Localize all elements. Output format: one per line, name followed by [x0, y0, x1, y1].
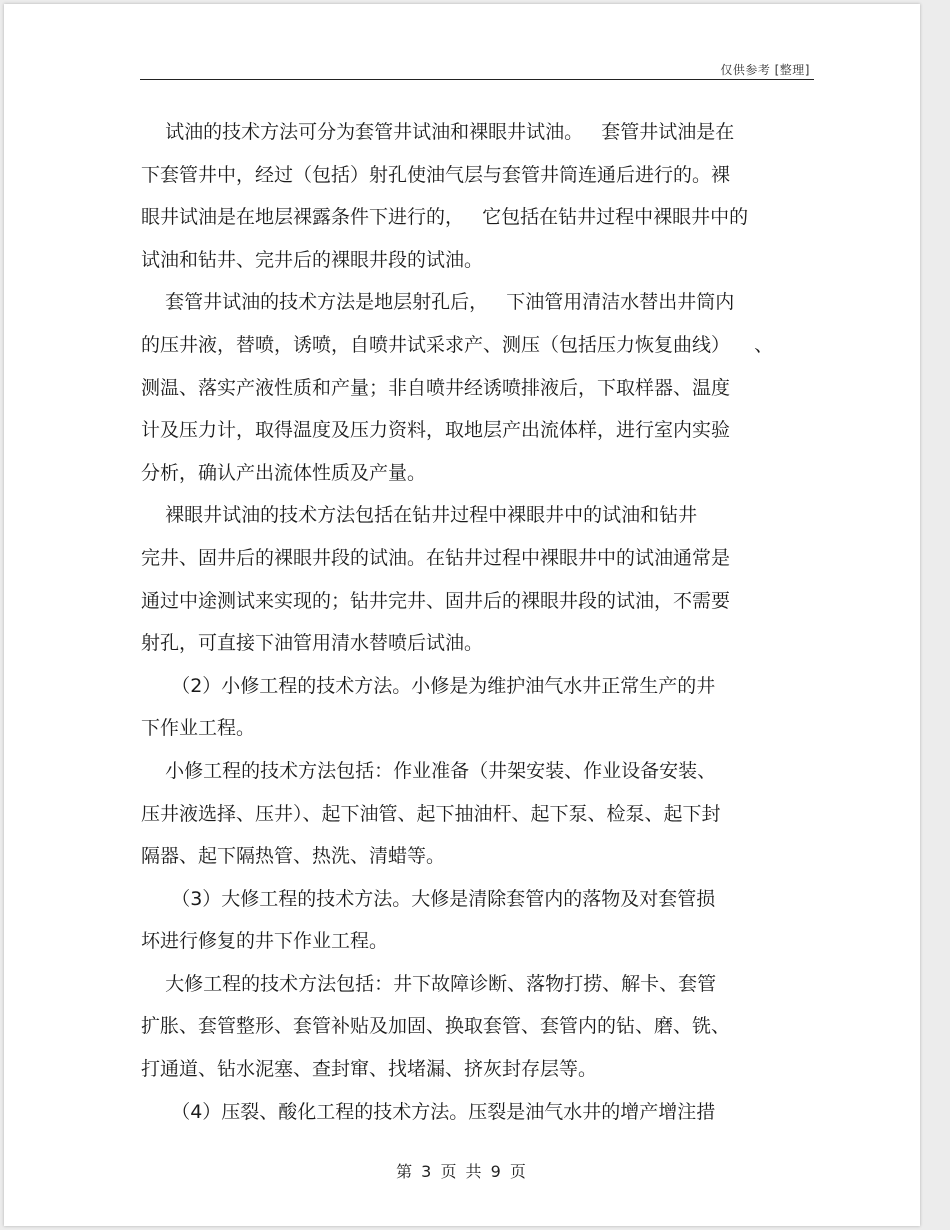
text-line: 眼井试油是在地层裸露条件下进行的， 它包括在钻井过程中裸眼井中的	[141, 206, 749, 229]
text-line: （4）压裂、酸化工程的技术方法。压裂是油气水井的增产增注措	[141, 1100, 716, 1123]
header-note: 仅供参考 [整理]	[720, 63, 810, 77]
text-line: 射孔，可直接下油管用清水替喷后试油。	[141, 632, 484, 655]
text-line: 下作业工程。	[141, 717, 256, 740]
text-line: 隔器、起下隔热管、热洗、清蜡等。	[141, 845, 446, 868]
text-line: 试油和钻井、完井后的裸眼井段的试油。	[141, 248, 484, 271]
text-line: 打通道、钻水泥塞、查封窜、找堵漏、挤灰封存层等。	[141, 1058, 598, 1081]
page-number: 第 3 页 共 9 页	[396, 1162, 528, 1181]
text-line: 坏进行修复的井下作业工程。	[141, 930, 389, 953]
text-line: 测温、落实产液性质和产量；非自喷井经诱喷排液后，下取样器、温度	[141, 376, 731, 399]
header-divider	[140, 79, 814, 80]
text-line: 裸眼井试油的技术方法包括在钻井过程中裸眼井中的试油和钻井	[141, 504, 698, 527]
body-text	[141, 111, 821, 1133]
text-line: （3）大修工程的技术方法。大修是清除套管内的落物及对套管损	[141, 887, 716, 910]
text-line: 大修工程的技术方法包括：井下故障诊断、落物打捞、解卡、套管	[141, 972, 717, 995]
text-line: （2）小修工程的技术方法。小修是为维护油气水井正常生产的井	[141, 674, 716, 697]
text-line: 扩胀、套管整形、套管补贴及加固、换取套管、套管内的钻、磨、铣、	[141, 1015, 731, 1038]
text-line: 下套管井中，经过（包括）射孔使油气层与套管井筒连通后进行的。裸	[141, 163, 731, 186]
text-line: 完井、固井后的裸眼井段的试油。在钻井过程中裸眼井中的试油通常是	[141, 546, 731, 569]
text-line: 通过中途测试来实现的；钻井完井、固井后的裸眼井段的试油，不需要	[141, 589, 731, 612]
text-line: 计及压力计，取得温度及压力资料，取地层产出流体样，进行室内实验	[141, 419, 731, 442]
text-line: 小修工程的技术方法包括：作业准备（井架安装、作业设备安装、	[141, 759, 717, 782]
text-line: 套管井试油的技术方法是地层射孔后， 下油管用清洁水替出井筒内	[141, 291, 735, 314]
text-line: 的压井液，替喷，诱喷，自喷井试采求产、测压（包括压力恢复曲线） 、	[141, 333, 774, 356]
document-page	[4, 4, 920, 1226]
text-line: 试油的技术方法可分为套管井试油和裸眼井试油。 套管井试油是在	[141, 121, 735, 143]
text-line: 压井液选择、压井）、起下油管、起下抽油杆、起下泵、检泵、起下封	[141, 802, 721, 825]
text-line: 分析，确认产出流体性质及产量。	[141, 461, 427, 484]
